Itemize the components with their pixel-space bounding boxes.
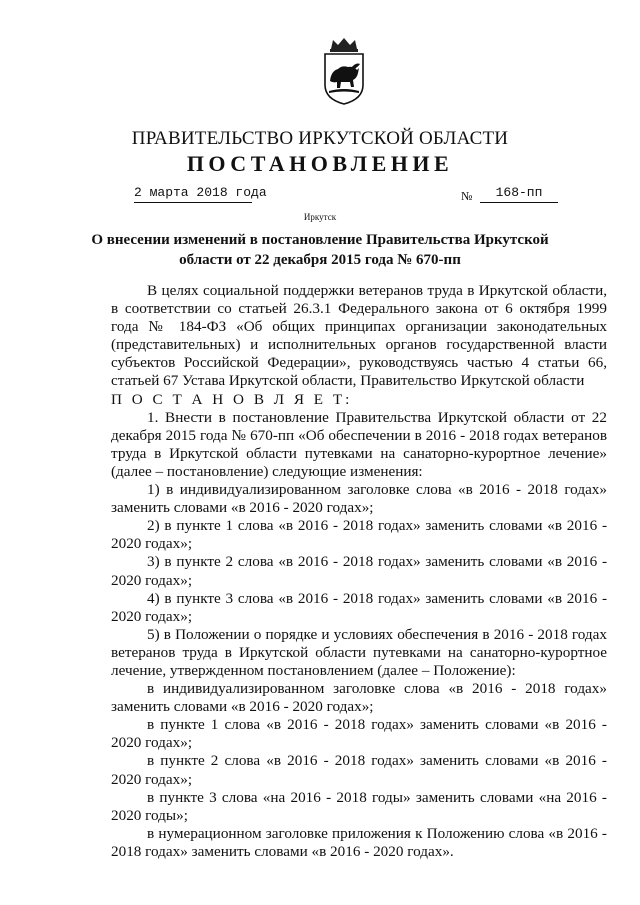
paragraph-1-5: 5) в Положении о порядке и условиях обеспечения в 2016 - 2018 годах ветеранов труда в Иркутской области путевками на санаторно-курортное лечение, утвержденном постановлением (далее – Положение): xyxy=(111,625,607,679)
paragraph-1-5-c: в пункте 2 слова «в 2016 - 2018 годах» заменить словами «в 2016 - 2020 годах»; xyxy=(111,752,607,788)
document-date: 2 марта 2018 года xyxy=(134,185,252,203)
paragraph-1: 1. Внести в постановление Правительства Иркутской области от 22 декабря 2015 года № 670-пп «Об обеспечении в 2016 - 2018 годах ветеранов труда в Иркутской области путевками на санаторно-курортное лечение» (далее – постановление) следующие изменения: xyxy=(111,408,607,480)
coat-of-arms-emblem xyxy=(321,37,367,105)
paragraph-1-2: 2) в пункте 1 слова «в 2016 - 2018 годах» заменить словами «в 2016 - 2020 годах»; xyxy=(111,517,607,553)
government-name: ПРАВИТЕЛЬСТВО ИРКУТСКОЙ ОБЛАСТИ xyxy=(131,128,509,149)
paragraph-1-5-d: в пункте 3 слова «на 2016 - 2018 годы» заменить словами «на 2016 - 2020 годы»; xyxy=(111,788,607,824)
paragraph-1-4: 4) в пункте 3 слова «в 2016 - 2018 годах» заменить словами «в 2016 - 2020 годах»; xyxy=(111,589,607,625)
city-name: Иркутск xyxy=(303,212,337,222)
document-number: 168-пп xyxy=(480,185,558,203)
number-sign: № xyxy=(461,189,473,203)
document-body xyxy=(111,282,607,861)
paragraph-1-3: 3) в пункте 2 слова «в 2016 - 2018 годах» заменить словами «в 2016 - 2020 годах»; xyxy=(111,553,607,589)
decides-heading: П О С Т А Н О В Л Я Е Т: xyxy=(111,390,353,408)
preamble-paragraph: В целях социальной поддержки ветеранов труда в Иркутской области, в соответствии со статьей 26.3.1 Федерального закона от 6 октября 1999 года № 184-ФЗ «Об общих принципах организации законодательных (представительных) и исполнительных органов государственной власти субъектов Российской Федерации», руководствуясь частью 4 статьи 66, статьей 67 Устава Иркутской области, Правительство Иркутской области xyxy=(111,282,607,390)
paragraph-1-1: 1) в индивидуализированном заголовке слова «в 2016 - 2018 годах» заменить словами «в 2016 - 2020 годах»; xyxy=(111,481,607,517)
document-title: О внесении изменений в постановление Правительства Иркутской области от 22 декабря 2015 года № 670-пп xyxy=(91,232,549,268)
paragraph-1-5-b: в пункте 1 слова «в 2016 - 2018 годах» заменить словами «в 2016 - 2020 годах»; xyxy=(111,716,607,752)
document-type: ПОСТАНОВЛЕНИЕ xyxy=(186,151,454,176)
paragraph-1-5-a: в индивидуализированном заголовке слова «в 2016 - 2018 годах» заменить словами «в 2016 - 2020 годах»; xyxy=(111,680,607,716)
paragraph-1-5-e: в нумерационном заголовке приложения к Положению слова «в 2016 - 2018 годах» заменить словами «в 2016 - 2020 годах». xyxy=(111,824,607,860)
